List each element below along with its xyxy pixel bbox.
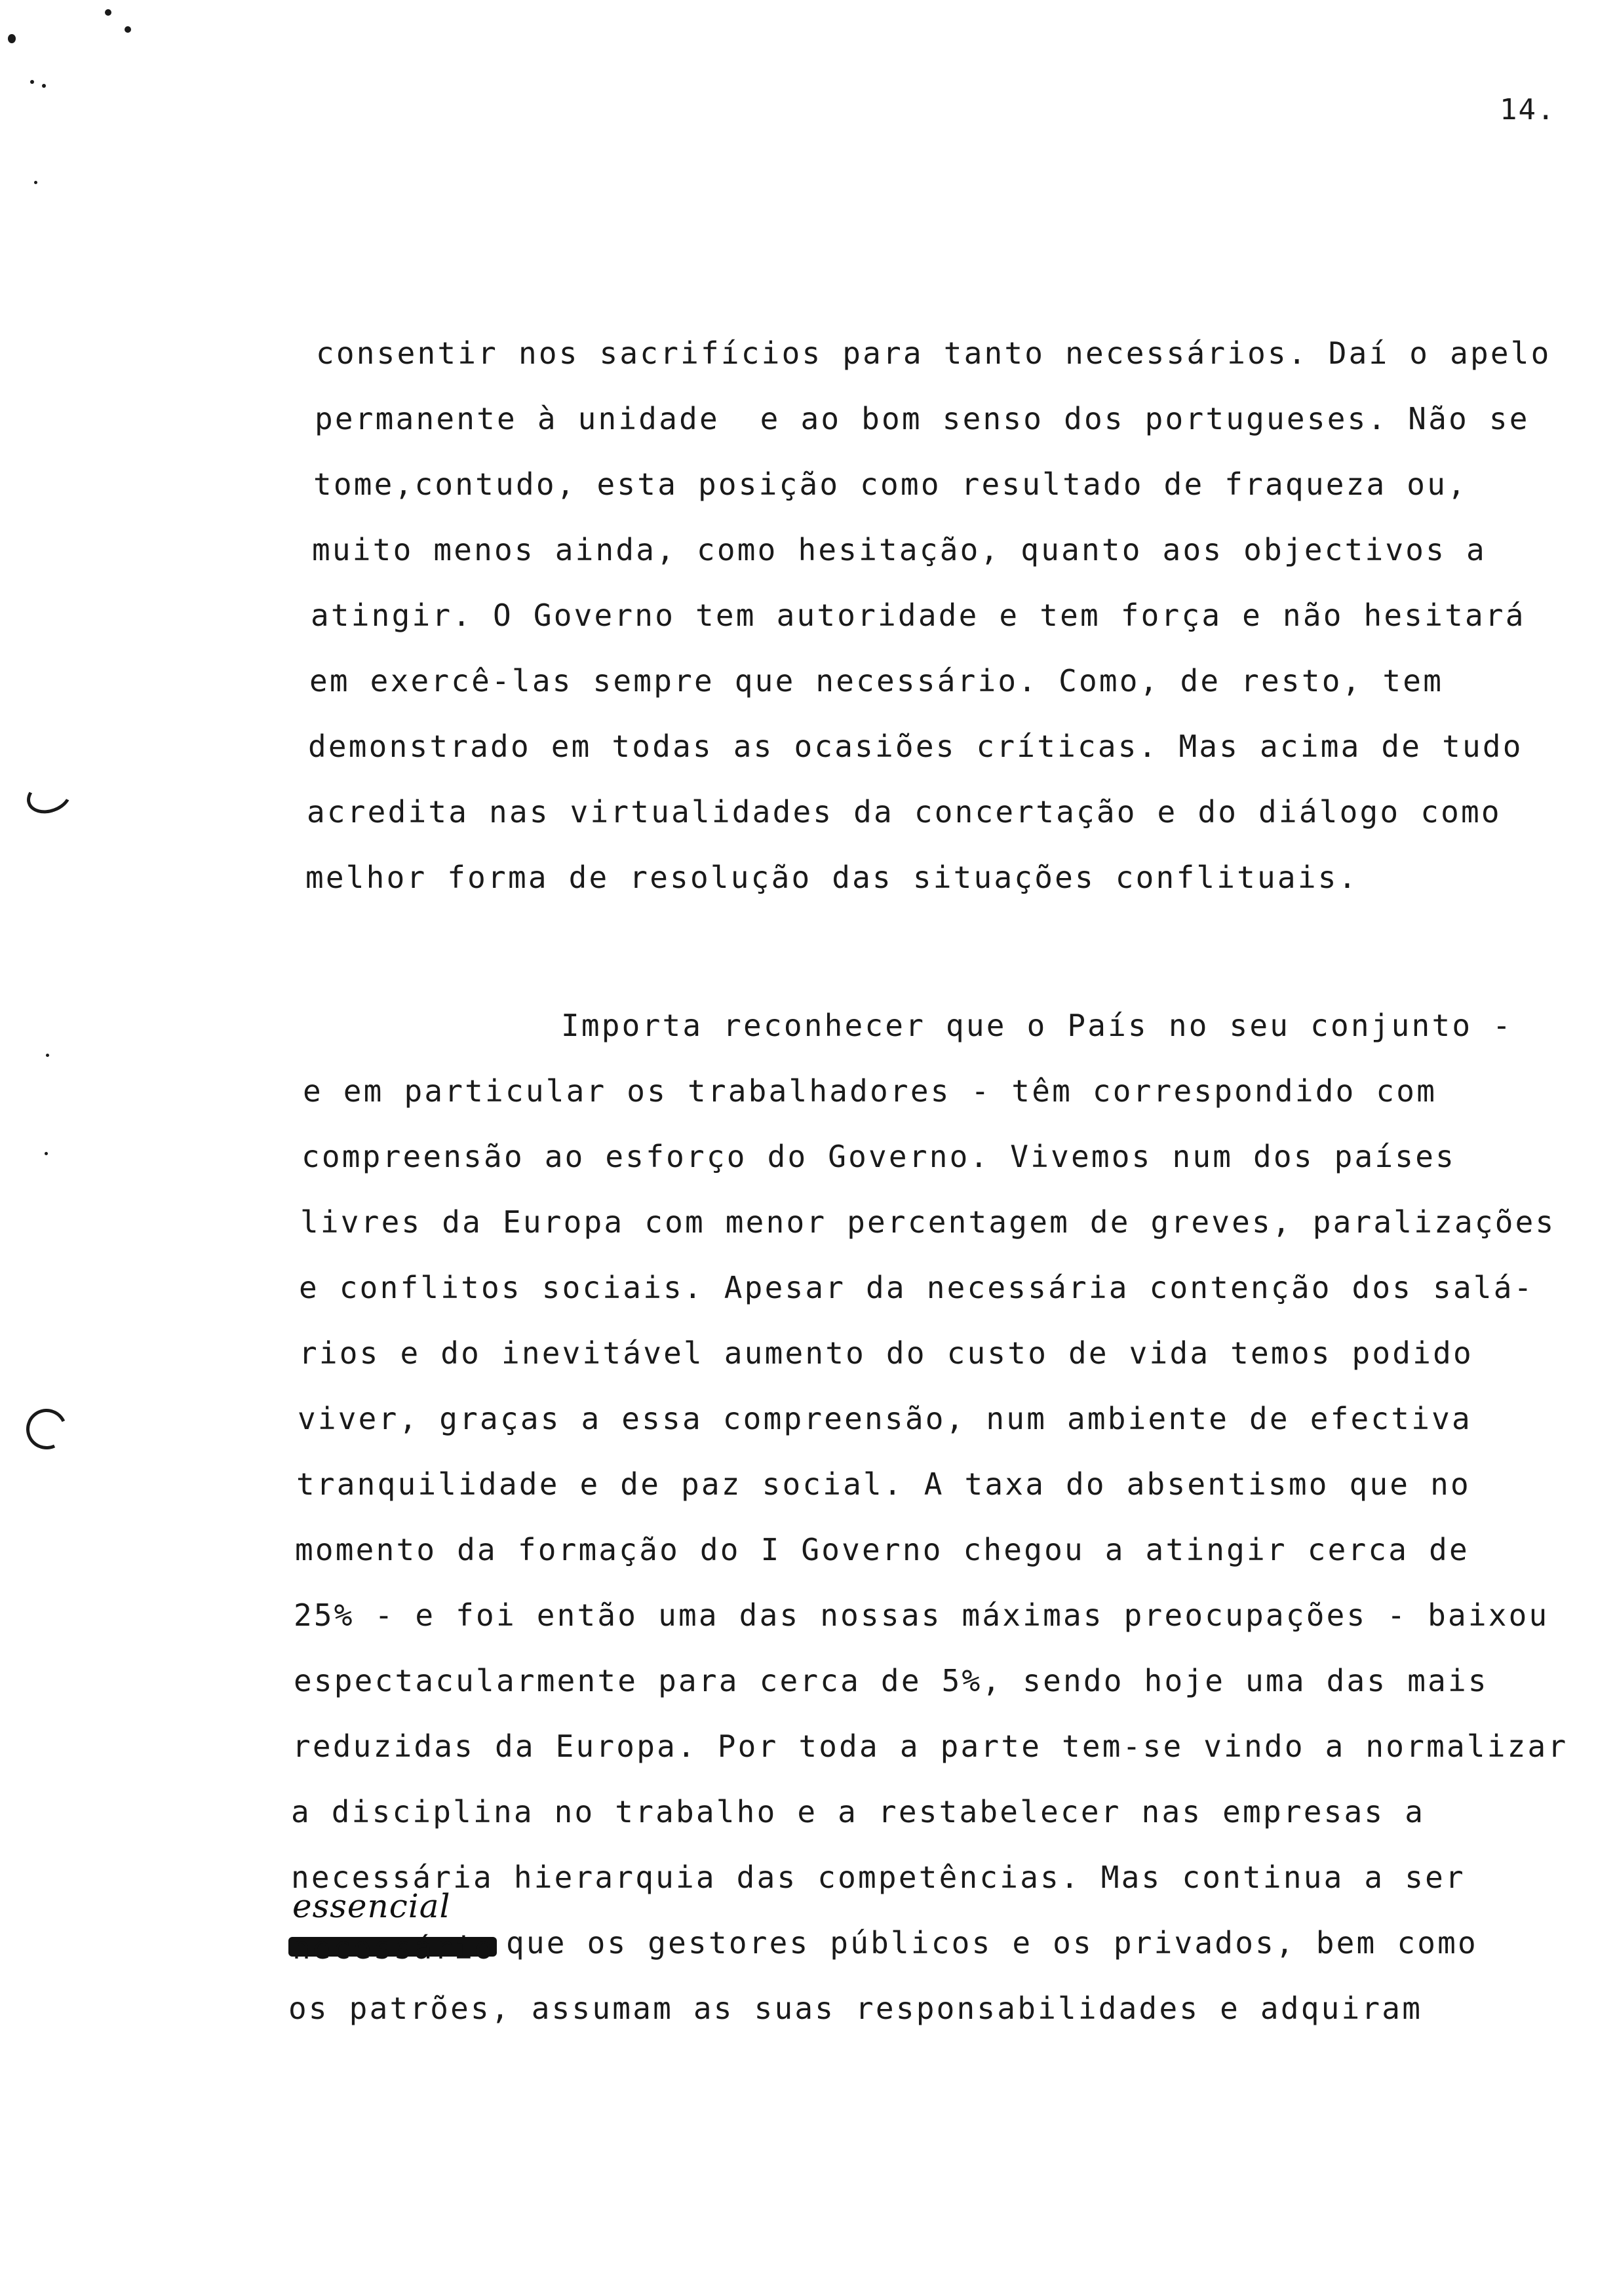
scan-speck (34, 181, 37, 184)
text-line: e em particular os trabalhadores - têm correspondido com (303, 1073, 1437, 1109)
text-line: melhor forma de resolução das situações conflituais. (305, 860, 1359, 895)
text-line: rios e do inevitável aumento do custo de vida temos podido (299, 1335, 1473, 1371)
text-line: em exercê-las sempre que necessário. Como, de resto, tem (309, 663, 1444, 698)
text-line: atingir. O Governo tem autoridade e tem força e não hesitará (311, 598, 1526, 633)
text-line: acredita nas virtualidades da concertação e do diálogo como (307, 794, 1502, 830)
scan-speck (8, 34, 16, 43)
text-line: necessária hierarquia das competências. Mas continua a ser (291, 1860, 1466, 1895)
scan-speck (42, 84, 46, 88)
text-line: tranquilidade e de paz social. A taxa do absentismo que no (296, 1466, 1471, 1502)
text-line: muito menos ainda, como hesitação, quanto aos objectivos a (312, 532, 1487, 567)
text-line: os patrões, assumam as suas responsabilidades e adquiram (288, 1991, 1423, 2026)
text-line: permanente à unidade e ao bom senso dos portugueses. Não se (315, 401, 1530, 436)
scan-speck (105, 9, 111, 16)
text-line: consentir nos sacrifícios para tanto necessários. Daí o apelo (316, 335, 1551, 371)
punch-hole-mark (20, 1403, 72, 1455)
text-line: momento da formação do I Governo chegou a atingir cerca de (295, 1532, 1469, 1567)
punch-hole-mark (22, 773, 77, 820)
text-line: 25% - e foi então uma das nossas máximas preocupações - baixou (294, 1598, 1549, 1633)
text-line: livres da Europa com menor percentagem de greves, paralizações (300, 1204, 1556, 1240)
scan-speck (46, 1054, 49, 1057)
scan-speck (30, 80, 34, 84)
text-line: compreensão ao esforço do Governo. Vivemos num dos países (302, 1139, 1456, 1174)
struck-out-word-text: necessário (292, 1930, 495, 1966)
text-line: tome,contudo, esta posição como resultado de fraqueza ou, (313, 467, 1468, 502)
scan-speck (125, 26, 131, 33)
page-number: 14. (1500, 93, 1556, 126)
text-line: que os gestores públicos e os privados, bem como (506, 1925, 1478, 1961)
text-line: viver, graças a essa compreensão, num ambiente de efectiva (298, 1401, 1472, 1436)
text-line: demonstrado em todas as ocasiões críticas. Mas acima de tudo (308, 729, 1523, 764)
text-line: e conflitos sociais. Apesar da necessária contenção dos salá- (299, 1270, 1534, 1305)
text-line: espectacularmente para cerca de 5%, sendo hoje uma das mais (294, 1663, 1489, 1698)
text-line: a disciplina no trabalho e a restabelecer nas empresas a (291, 1794, 1426, 1829)
handwritten-correction: essencial (292, 1887, 451, 1925)
text-line: reduzidas da Europa. Por toda a parte tem-se vindo a normalizar (292, 1729, 1568, 1764)
scan-speck (45, 1152, 48, 1155)
text-line: Importa reconhecer que o País no seu conjunto - (561, 1008, 1513, 1043)
